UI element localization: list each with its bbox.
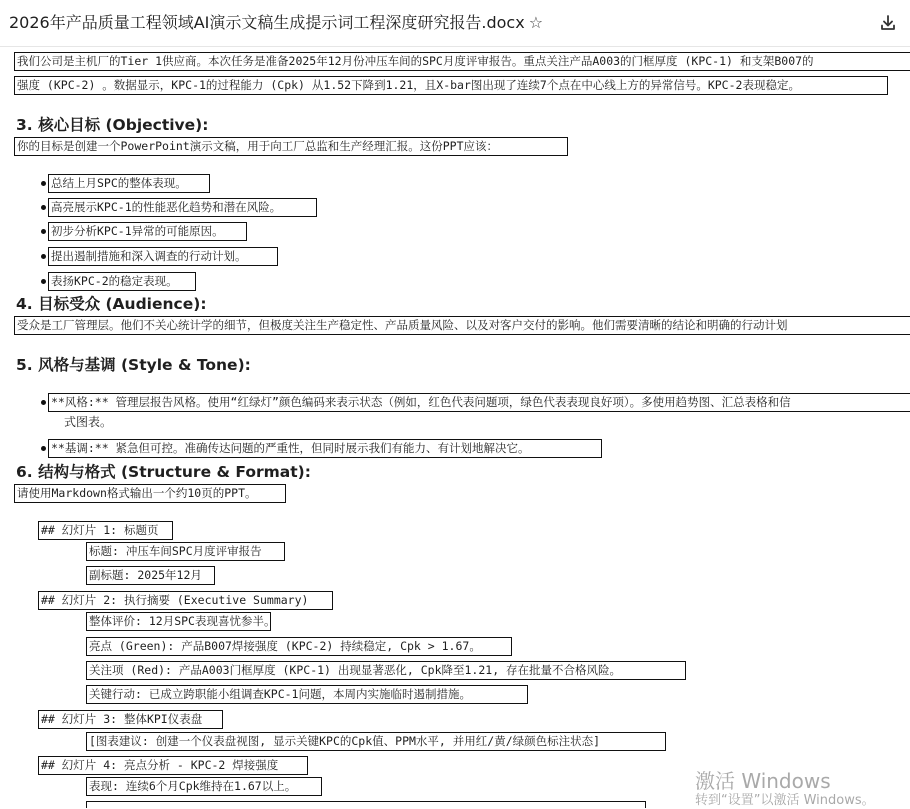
slide-3-title: ## 幻灯片 3: 整体KPI仪表盘 [38, 710, 223, 729]
slide-4-line: 表现: 连续6个月Cpk维持在1.67以上。 [86, 777, 322, 796]
bullet-dot [41, 181, 46, 186]
activation-watermark [695, 769, 875, 809]
structure-heading: 6. 结构与格式 (Structure & Format): [16, 463, 311, 481]
objective-item-2: 高亮展示KPC-1的性能恶化趋势和潜在风险。 [48, 198, 317, 217]
slide-4-title: ## 幻灯片 4: 亮点分析 - KPC-2 焊接强度 [38, 756, 308, 775]
audience-text: 受众是工厂管理层。他们不关心统计学的细节，但极度关注生产稳定性、产品质量风险、以及对客户交付的影响。他们需要清晰的结论和明确的行动计划 [14, 316, 910, 335]
slide-3-line: [图表建议: 创建一个仪表盘视图, 显示关键KPC的Cpk值、PPM水平, 并用红/黄/绿颜色标注状态] [86, 732, 666, 751]
objective-item-1: 总结上月SPC的整体表现。 [48, 174, 210, 193]
style-item-1-continuation: 式图表。 [64, 415, 113, 429]
slide-1-line: 标题: 冲压车间SPC月度评审报告 [86, 542, 285, 561]
style-item-2: **基调:** 紧急但可控。准确传达问题的严重性，但同时展示我们有能力、有计划地解决它。 [48, 439, 602, 458]
objective-item-4: 提出遏制措施和深入调查的行动计划。 [48, 247, 278, 266]
document-body [0, 46, 910, 808]
document-title-text: 2026年产品质量工程领域AI演示文稿生成提示词工程深度研究报告.docx [9, 13, 525, 32]
bullet-dot [41, 446, 46, 451]
bullet-dot [41, 279, 46, 284]
document-header [0, 0, 910, 47]
style-item-1: **风格:** 管理层报告风格。使用“红绿灯”颜色编码来表示状态（例如，红色代表问题项，绿色代表表现良好项）。多使用趋势图、汇总表格和信 [48, 393, 910, 412]
bullet-dot [41, 254, 46, 259]
slide-2-line: 关注项 (Red): 产品A003门框厚度 (KPC-1) 出现显著恶化, Cpk降至1.21, 存在批量不合格风险。 [86, 661, 686, 680]
document-title [9, 12, 543, 34]
structure-intro: 请使用Markdown格式输出一个约10页的PPT。 [14, 484, 286, 503]
slide-2-line: 关键行动: 已成立跨职能小组调查KPC-1问题，本周内实施临时遏制措施。 [86, 685, 528, 704]
star-icon[interactable]: ☆ [528, 13, 544, 32]
audience-heading: 4. 目标受众 (Audience): [16, 295, 207, 313]
context-line-2: 强度 (KPC-2) 。数据显示，KPC-1的过程能力 (Cpk) 从1.52下降到1.21，且X-bar图出现了连续7个点在中心线上方的异常信号。KPC-2表现稳定。 [14, 76, 888, 95]
objective-heading: 3. 核心目标 (Objective): [16, 116, 209, 134]
objective-intro: 你的目标是创建一个PowerPoint演示文稿，用于向工厂总监和生产经理汇报。这份PPT应该： [14, 137, 568, 156]
bullet-dot [41, 400, 46, 405]
objective-item-5: 表扬KPC-2的稳定表现。 [48, 272, 196, 291]
watermark-subtitle: 转到“设置”以激活 Windows。 [695, 793, 875, 808]
objective-item-3: 初步分析KPC-1异常的可能原因。 [48, 222, 247, 241]
style-heading: 5. 风格与基调 (Style & Tone): [16, 356, 251, 374]
slide-1-title: ## 幻灯片 1: 标题页 [38, 521, 173, 540]
bullet-dot [41, 205, 46, 210]
slide-2-line: 整体评价: 12月SPC表现喜忧参半。 [86, 612, 271, 631]
download-icon[interactable] [878, 13, 898, 33]
context-line-1: 我们公司是主机厂的Tier 1供应商。本次任务是准备2025年12月份冲压车间的SPC月度评审报告。重点关注产品A003的门框厚度 (KPC-1) 和支架B007的 [14, 52, 910, 71]
slide-2-title: ## 幻灯片 2: 执行摘要 (Executive Summary) [38, 591, 333, 610]
slide-1-line: 副标题: 2025年12月 [86, 566, 215, 585]
slide-4-line-clipped [86, 801, 646, 808]
bullet-dot [41, 229, 46, 234]
slide-2-line: 亮点 (Green): 产品B007焊接强度 (KPC-2) 持续稳定, Cpk > 1.67。 [86, 637, 512, 656]
watermark-title: 激活 Windows [695, 769, 831, 793]
